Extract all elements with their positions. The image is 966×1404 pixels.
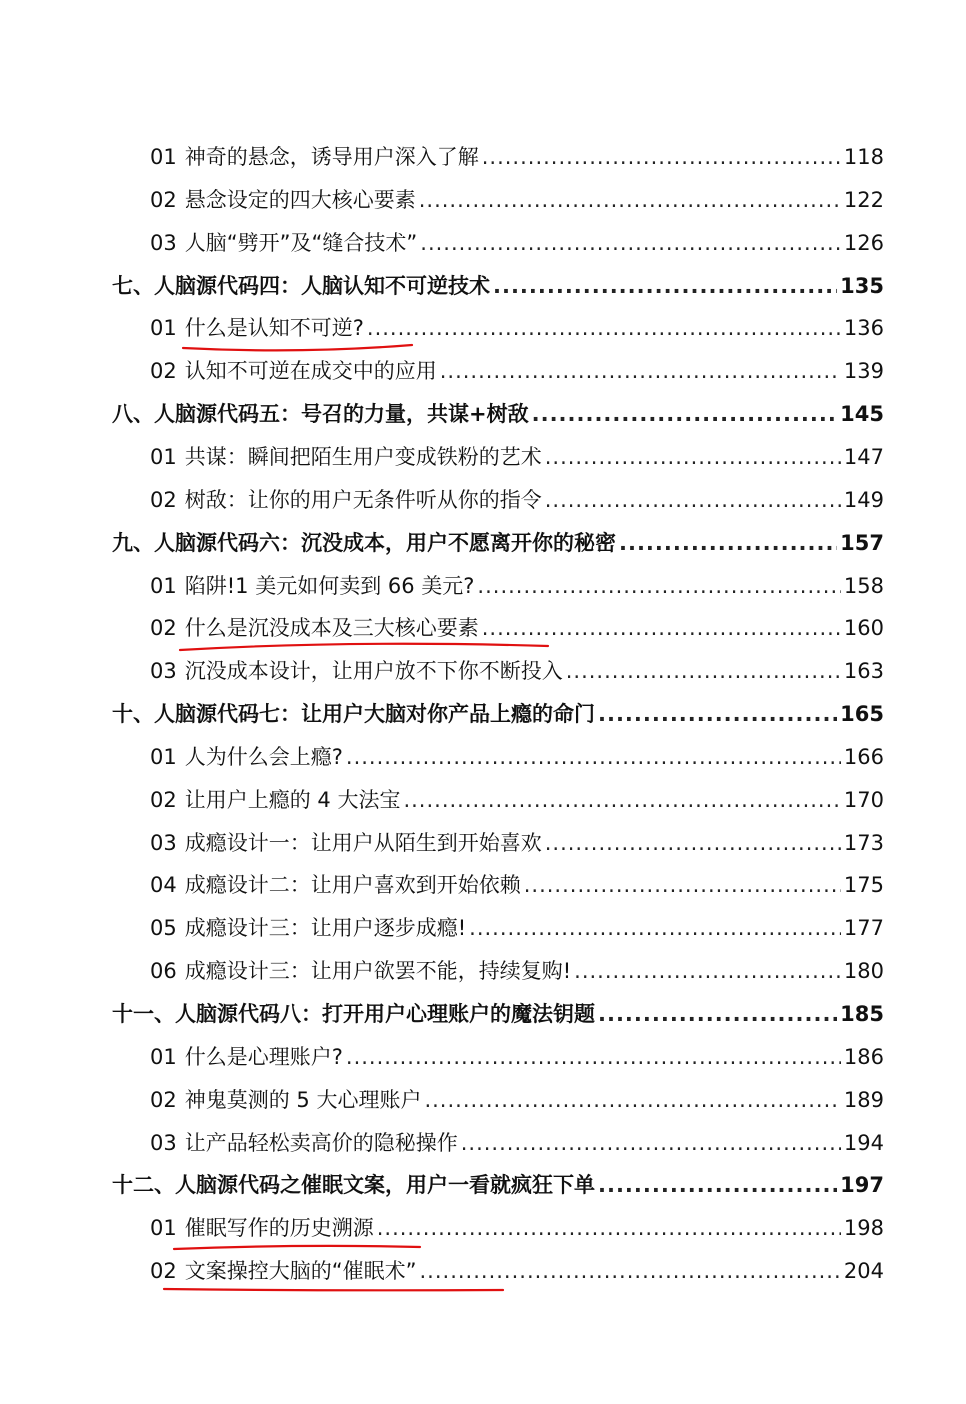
toc-entry-text: 七、人脑源代码四：人脑认知不可逆技术 <box>112 273 490 298</box>
red-underline-mark <box>183 345 412 350</box>
toc-page-number: 175 <box>843 873 884 898</box>
toc-section-row[interactable] <box>150 1126 884 1160</box>
dot-leader <box>346 740 841 774</box>
toc-entry-title <box>112 526 616 560</box>
red-underline-mark <box>164 1289 503 1290</box>
toc-page-number: 166 <box>843 744 884 769</box>
dot-leader <box>545 483 841 517</box>
toc-entry-title <box>150 954 571 988</box>
toc-entry-text: 十、人脑源代码七：让用户大脑对你产品上瘾的命门 <box>112 702 595 727</box>
toc-page-number: 136 <box>843 316 884 341</box>
toc-page-number: 185 <box>840 1002 884 1026</box>
toc-entry-title <box>150 1126 458 1160</box>
toc-chapter-row[interactable] <box>112 526 884 560</box>
toc-section-row[interactable] <box>150 611 884 645</box>
dot-leader <box>424 1083 840 1117</box>
dot-leader <box>469 911 841 945</box>
toc-page-number: 186 <box>843 1044 884 1069</box>
toc-page-number: 135 <box>840 273 884 298</box>
dot-leader <box>482 611 841 645</box>
toc-section-row[interactable] <box>150 183 884 217</box>
toc-section-row[interactable] <box>150 483 884 517</box>
dot-leader <box>532 397 838 431</box>
toc-entry-text: 悬念设定的四大核心要素 <box>184 187 416 212</box>
toc-entry-title <box>112 397 529 431</box>
toc-entry-title <box>150 611 479 645</box>
dot-leader <box>545 826 841 860</box>
toc-page-number: 173 <box>843 830 884 855</box>
toc-entry-title <box>150 183 416 217</box>
toc-chapter-row[interactable] <box>112 269 884 303</box>
toc-entry-text: 成瘾设计三：让用户逐步成瘾! <box>184 916 467 941</box>
dot-leader <box>403 783 840 817</box>
toc-entry-title <box>150 654 563 688</box>
toc-entry-number: 01 <box>150 145 177 169</box>
toc-entry-text: 让产品轻松卖高价的隐秘操作 <box>184 1130 458 1155</box>
toc-entry-title <box>150 1083 421 1117</box>
toc-entry-number: 01 <box>150 744 177 769</box>
toc-entry-title <box>150 311 364 345</box>
toc-page-number: 165 <box>840 702 884 727</box>
toc-page-number: 197 <box>840 1173 884 1198</box>
toc-entry-title <box>150 226 417 260</box>
toc-section-row[interactable] <box>150 954 884 988</box>
toc-entry-title <box>112 697 595 731</box>
toc-section-row[interactable] <box>150 569 884 603</box>
toc-section-row[interactable] <box>150 140 884 174</box>
toc-entry-number: 02 <box>150 487 177 512</box>
toc-entry-title <box>150 440 542 474</box>
toc-entry-number: 03 <box>150 830 177 855</box>
toc-chapter-row[interactable] <box>112 397 884 431</box>
toc-page-number: 177 <box>843 916 884 941</box>
toc-entry-title <box>150 140 479 174</box>
toc-chapter-row[interactable] <box>112 697 884 731</box>
dot-leader <box>566 654 841 688</box>
toc-entry-number: 02 <box>150 616 177 641</box>
toc-entry-text: 什么是认知不可逆? <box>184 316 364 341</box>
toc-page-number: 204 <box>843 1259 884 1284</box>
toc-page-number: 189 <box>843 1087 884 1112</box>
dot-leader <box>574 954 841 988</box>
toc-page-number: 163 <box>843 659 884 684</box>
toc-entry-text: 催眠写作的历史溯源 <box>184 1216 374 1241</box>
toc-section-row[interactable] <box>150 226 884 260</box>
toc-entry-title <box>150 1254 417 1288</box>
toc-page-number: 194 <box>843 1130 884 1155</box>
toc-page-number: 180 <box>843 959 884 984</box>
dot-leader <box>598 1168 837 1202</box>
toc-entry-number: 03 <box>150 659 177 684</box>
toc-entry-text: 十一、人脑源代码八：打开用户心理账户的魔法钥题 <box>112 1002 595 1026</box>
toc-entry-title <box>150 483 542 517</box>
toc-entry-number: 06 <box>150 959 177 984</box>
toc-section-row[interactable] <box>150 911 884 945</box>
toc-entry-text: 共谋：瞬间把陌生用户变成铁粉的艺术 <box>184 444 542 469</box>
toc-section-row[interactable] <box>150 354 884 388</box>
toc-entry-number: 03 <box>150 230 177 255</box>
toc-section-row[interactable] <box>150 654 884 688</box>
dot-leader <box>598 697 837 731</box>
toc-page-number: 139 <box>843 359 884 384</box>
toc-section-row[interactable] <box>150 740 884 774</box>
toc-entry-number: 04 <box>150 873 177 898</box>
toc-page-number: 170 <box>843 787 884 812</box>
dot-leader <box>524 868 841 902</box>
toc-entry-title <box>150 868 521 902</box>
toc-entry-title <box>150 1040 343 1074</box>
toc-section-row[interactable] <box>150 1211 884 1245</box>
toc-entry-number: 02 <box>150 359 177 384</box>
toc-page-number: 122 <box>843 187 884 212</box>
toc-entry-text: 九、人脑源代码六：沉没成本，用户不愿离开你的秘密 <box>112 530 616 555</box>
toc-entry-number: 01 <box>150 316 177 341</box>
toc-entry-title <box>150 783 400 817</box>
toc-page-number: 160 <box>843 616 884 641</box>
toc-section-row[interactable] <box>150 440 884 474</box>
toc-section-row[interactable] <box>150 1040 884 1074</box>
toc-entry-number: 01 <box>150 1216 177 1241</box>
toc-page-number: 118 <box>843 145 884 169</box>
dot-leader <box>420 1254 841 1288</box>
dot-leader <box>367 311 841 345</box>
toc-section-row[interactable] <box>150 311 884 345</box>
toc-entry-title <box>150 569 474 603</box>
toc-section-row[interactable] <box>150 826 884 860</box>
toc-section-row[interactable] <box>150 1254 884 1288</box>
toc-entry-title <box>112 269 490 303</box>
dot-leader <box>377 1211 841 1245</box>
toc-section-row[interactable] <box>150 783 884 817</box>
toc-entry-title <box>112 997 595 1031</box>
dot-leader <box>619 526 837 560</box>
dot-leader <box>545 440 841 474</box>
toc-page-number: 158 <box>843 573 884 598</box>
toc-entry-text: 八、人脑源代码五：号召的力量，共谋+树敌 <box>112 402 529 427</box>
toc-page-number: 147 <box>843 444 884 469</box>
toc-entry-text: 成瘾设计三：让用户欲罢不能，持续复购! <box>184 959 572 984</box>
toc-entry-title <box>150 354 437 388</box>
toc-entry-text: 人脑“劈开”及“缝合技术” <box>184 230 418 255</box>
toc-entry-title <box>150 911 466 945</box>
toc-entry-text: 认知不可逆在成交中的应用 <box>184 359 437 384</box>
toc-page-number: 149 <box>843 487 884 512</box>
toc-entry-text: 树敌：让你的用户无条件听从你的指令 <box>184 487 542 512</box>
toc-entry-text: 什么是心理账户? <box>184 1044 343 1069</box>
toc-entry-number: 05 <box>150 916 177 941</box>
dot-leader <box>420 226 841 260</box>
toc-entry-text: 成瘾设计二：让用户喜欢到开始依赖 <box>184 873 521 898</box>
toc-entry-number: 02 <box>150 1087 177 1112</box>
toc-entry-title <box>150 740 343 774</box>
dot-leader <box>346 1040 841 1074</box>
dot-leader <box>419 183 841 217</box>
toc-entry-text: 人为什么会上瘾? <box>184 744 343 769</box>
toc-entry-title <box>150 1211 374 1245</box>
toc-entry-title <box>112 1168 595 1202</box>
toc-page-number: 198 <box>843 1216 884 1241</box>
dot-leader <box>461 1126 841 1160</box>
toc-entry-number: 02 <box>150 787 177 812</box>
toc-entry-number: 01 <box>150 444 177 469</box>
toc-entry-text: 让用户上瘾的 4 大法宝 <box>184 787 401 812</box>
toc-entry-number: 02 <box>150 187 177 212</box>
toc-chapter-row[interactable] <box>112 1168 884 1202</box>
toc-entry-number: 01 <box>150 573 177 598</box>
dot-leader <box>482 140 841 174</box>
toc-entry-text: 沉没成本设计，让用户放不下你不断投入 <box>184 659 563 684</box>
toc-entry-text: 文案操控大脑的“催眠术” <box>184 1259 417 1284</box>
toc-entry-text: 十二、人脑源代码之催眠文案，用户一看就疯狂下单 <box>112 1173 595 1198</box>
toc-section-row[interactable] <box>150 868 884 902</box>
toc-page-number: 126 <box>843 230 884 255</box>
red-underline-mark <box>174 1246 420 1249</box>
dot-leader <box>477 569 840 603</box>
toc-chapter-row[interactable] <box>112 997 884 1031</box>
toc-section-row[interactable] <box>150 1083 884 1117</box>
toc-page-number: 145 <box>840 402 884 427</box>
toc-entry-text: 陷阱!1 美元如何卖到 66 美元? <box>184 573 475 598</box>
dot-leader <box>493 269 837 303</box>
toc-entry-text: 什么是沉没成本及三大核心要素 <box>184 616 479 641</box>
toc-entry-number: 02 <box>150 1259 177 1284</box>
dot-leader <box>598 997 837 1031</box>
toc-entry-number: 01 <box>150 1044 177 1069</box>
toc-entry-text: 神鬼莫测的 5 大心理账户 <box>184 1087 422 1112</box>
toc-entry-title <box>150 826 542 860</box>
dot-leader <box>440 354 841 388</box>
toc-entry-text: 成瘾设计一：让用户从陌生到开始喜欢 <box>184 830 542 855</box>
toc-entry-number: 03 <box>150 1130 177 1155</box>
toc-page-number: 157 <box>840 530 884 555</box>
toc-entry-text: 神奇的悬念，诱导用户深入了解 <box>184 145 479 169</box>
